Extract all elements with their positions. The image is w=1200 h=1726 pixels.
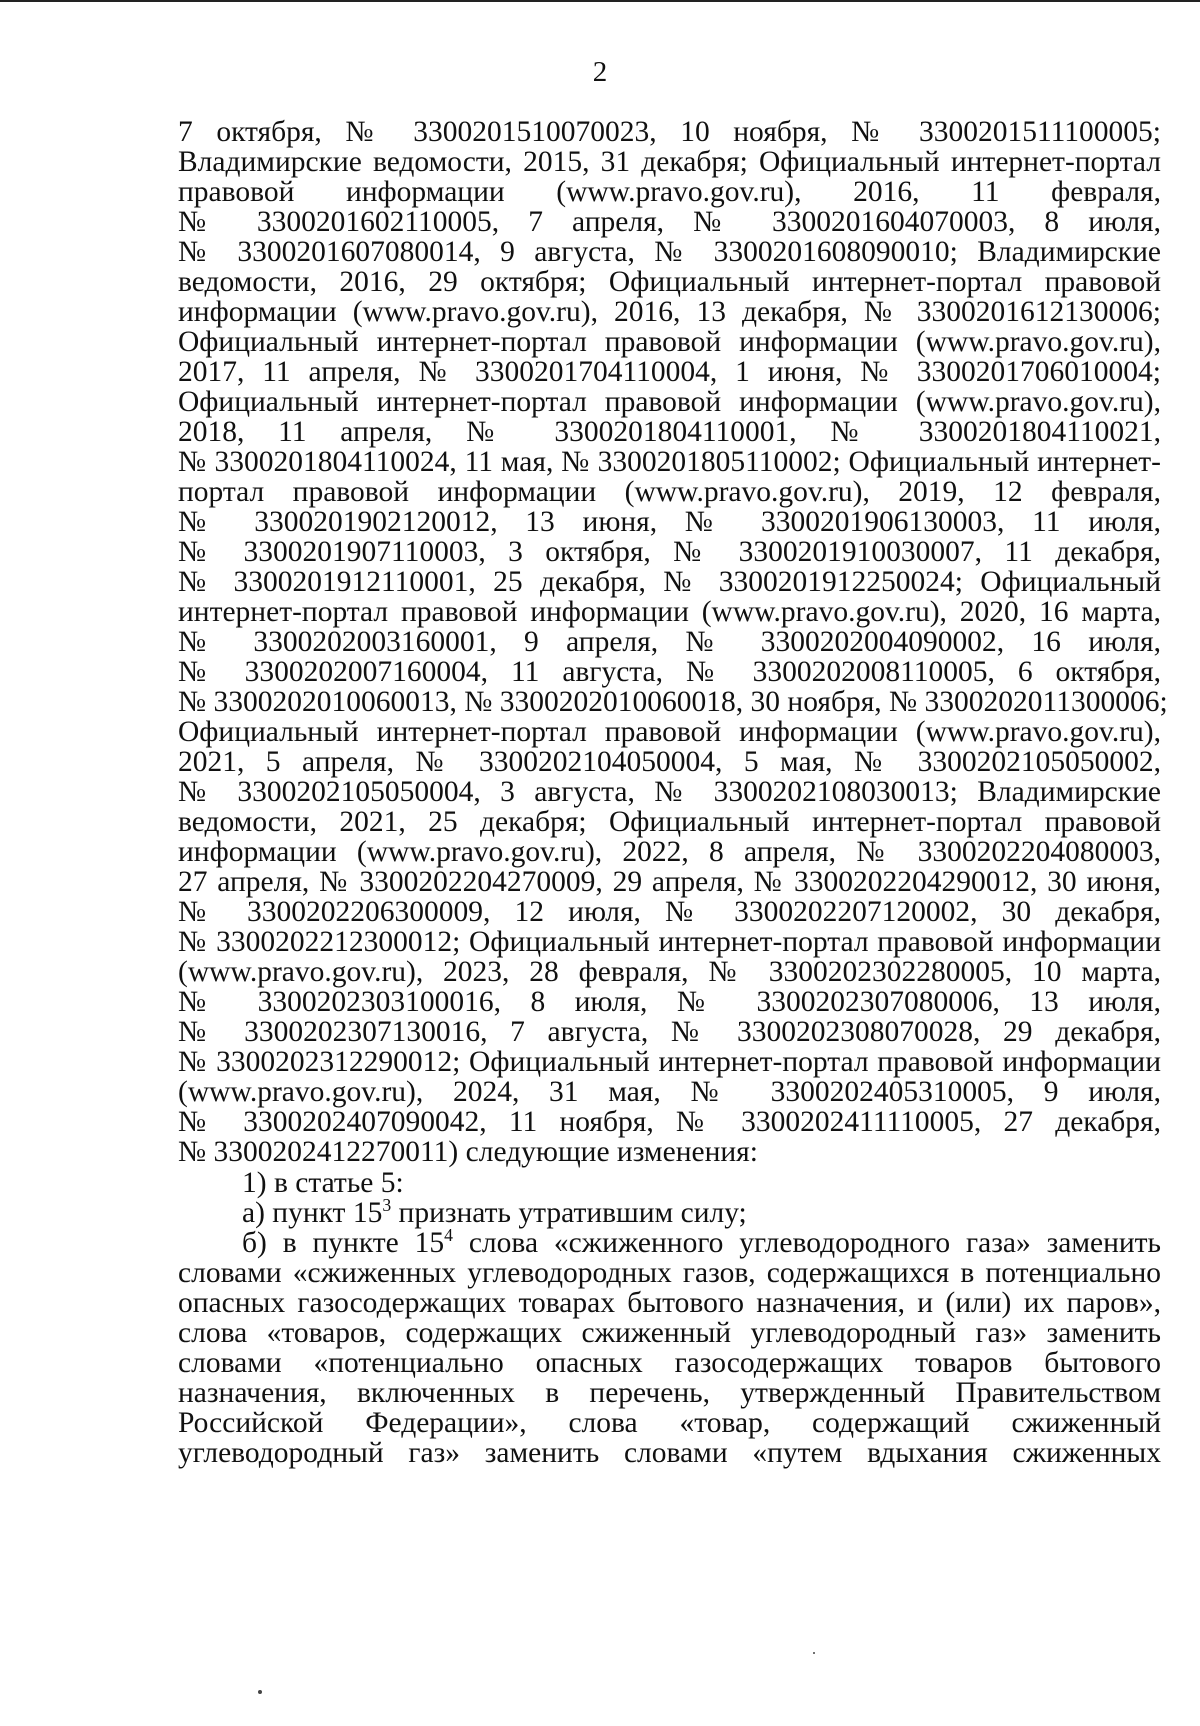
text-line: ведомости, 2016, 29 октября; Официальный интернет-портал правовой — [178, 266, 1161, 298]
text-line: № 3300201602110005, 7 апреля, № 3300201604070003, 8 июля, — [178, 206, 1161, 238]
text-line: № 3300202312290012; Официальный интернет-портал правовой информации — [178, 1046, 1161, 1078]
amendment-list — [178, 1168, 1161, 1468]
text-line: портал правовой информации (www.pravo.gov.ru), 2019, 12 февраля, — [178, 476, 1161, 508]
text-line: углеводородный газ» заменить словами «путем вдыхания сжиженных — [178, 1437, 1161, 1469]
text-line: 7 октября, № 3300201510070023, 10 ноября, № 3300201511100005; — [178, 116, 1161, 148]
text-line: 2021, 5 апреля, № 3300202104050004, 5 мая, № 3300202105050002, — [178, 746, 1161, 778]
text-line: назначения, включенных в перечень, утвержденный Правительством — [178, 1377, 1161, 1409]
item-a-text: а) пункт 15 — [242, 1197, 383, 1229]
text-line: 2018, 11 апреля, № 3300201804110001, № 3300201804110021, — [178, 416, 1161, 448]
item-b-superscript: 4 — [444, 1225, 453, 1246]
text-line: 27 апреля, № 3300202204270009, 29 апреля, № 3300202204290012, 30 июня, — [178, 866, 1161, 898]
text-line: правовой информации (www.pravo.gov.ru), 2016, 11 февраля, — [178, 176, 1161, 208]
text-line: № 3300202303100016, 8 июля, № 3300202307080006, 13 июля, — [178, 986, 1161, 1018]
scan-speck — [813, 1652, 815, 1654]
text-line: информации (www.pravo.gov.ru), 2016, 13 декабря, № 3300201612130006; — [178, 296, 1161, 328]
text-line: № 3300202007160004, 11 августа, № 3300202008110005, 6 октября, — [178, 656, 1161, 688]
text-line: Российской Федерации», слова «товар, содержащий сжиженный — [178, 1407, 1161, 1439]
text-line: № 3300201607080014, 9 августа, № 3300201608090010; Владимирские — [178, 236, 1161, 268]
text-line: Официальный интернет-портал правовой информации (www.pravo.gov.ru), — [178, 716, 1161, 748]
text-line: словами «сжиженных углеводородных газов, содержащихся в потенциально — [178, 1257, 1161, 1289]
text-line: № 3300201902120012, 13 июня, № 3300201906130003, 11 июля, — [178, 506, 1161, 538]
item-b-text: б) в пункте 15 — [242, 1227, 445, 1259]
text-line: № 3300202412270011) следующие изменения: — [178, 1136, 758, 1168]
text-line: (www.pravo.gov.ru), 2023, 28 февраля, № 3300202302280005, 10 марта, — [178, 956, 1161, 988]
text-line: 2017, 11 апреля, № 3300201704110004, 1 июня, № 3300201706010004; — [178, 356, 1161, 388]
text-line: словами «потенциально опасных газосодержащих товаров бытового — [178, 1347, 1161, 1379]
text-line: № 3300202307130016, 7 августа, № 3300202308070028, 29 декабря, — [178, 1016, 1161, 1048]
item-1: 1) в статье 5: — [242, 1167, 404, 1199]
text-line: (www.pravo.gov.ru), 2024, 31 мая, № 3300202405310005, 9 июля, — [178, 1076, 1161, 1108]
text-line: слова «товаров, содержащих сжиженный углеводородный газ» заменить — [178, 1317, 1161, 1349]
text-line: № 3300202010060013, № 3300202010060018, 30 ноября, № 3300202011300006; — [178, 686, 1168, 718]
text-line: Официальный интернет-портал правовой информации (www.pravo.gov.ru), — [178, 326, 1161, 358]
text-line: № 3300202206300009, 12 июля, № 3300202207120002, 30 декабря, — [178, 896, 1161, 928]
scan-top-edge — [0, 0, 1200, 2]
item-b-rest: слова «сжиженного углеводородного газа» заменить — [452, 1227, 1162, 1259]
page-number: 2 — [592, 56, 608, 88]
text-line: интернет-портал правовой информации (www.pravo.gov.ru), 2020, 16 марта, — [178, 596, 1161, 628]
text-line: № 3300202407090042, 11 ноября, № 3300202411110005, 27 декабря, — [178, 1106, 1161, 1138]
item-a — [178, 1195, 1161, 1229]
text-line: № 3300202003160001, 9 апреля, № 3300202004090002, 16 июля, — [178, 626, 1161, 658]
scan-speck — [258, 1690, 262, 1694]
item-b — [178, 1225, 1162, 1259]
text-line: Владимирские ведомости, 2015, 31 декабря; Официальный интернет-портал — [178, 146, 1161, 178]
text-line: № 3300202212300012; Официальный интернет-портал правовой информации — [178, 926, 1161, 958]
item-a-rest: признать утратившим силу; — [391, 1197, 747, 1229]
text-line: № 3300201804110024, 11 мая, № 3300201805110002; Официальный интернет- — [178, 446, 1161, 478]
text-line: № 3300201907110003, 3 октября, № 3300201910030007, 11 декабря, — [178, 536, 1161, 568]
body-paragraph — [178, 116, 1168, 1168]
text-line: опасных газосодержащих товарах бытового назначения, и (или) их паров», — [178, 1287, 1161, 1319]
text-line: № 3300202105050004, 3 августа, № 3300202108030013; Владимирские — [178, 776, 1161, 808]
item-a-superscript: 3 — [382, 1195, 392, 1216]
text-line: № 3300201912110001, 25 декабря, № 3300201912250024; Официальный — [178, 566, 1161, 598]
text-line: информации (www.pravo.gov.ru), 2022, 8 апреля, № 3300202204080003, — [178, 836, 1161, 868]
text-line: ведомости, 2021, 25 декабря; Официальный интернет-портал правовой — [178, 806, 1161, 838]
text-line: Официальный интернет-портал правовой информации (www.pravo.gov.ru), — [178, 386, 1161, 418]
